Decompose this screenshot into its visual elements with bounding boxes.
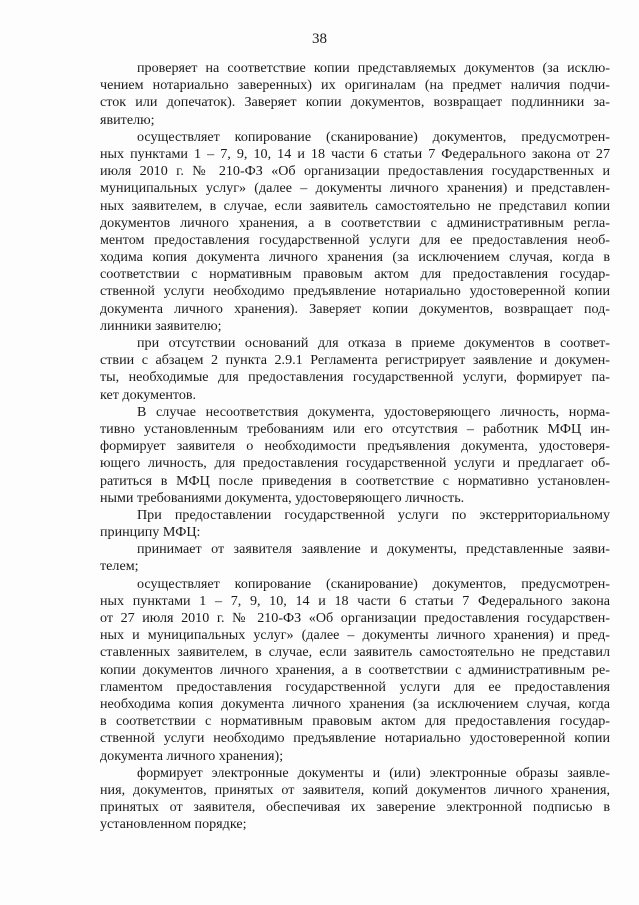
text-line: телем;	[100, 558, 139, 575]
text-line: документа личного хранения);	[100, 747, 284, 764]
text-line: осуществляет копирование (сканирование) документов, предусмотрен-	[137, 128, 610, 145]
text-line: формирует заявителя о необходимости предъявления документа, удостоверя-	[100, 438, 610, 455]
text-line: При предоставлении государственной услуги по экстерриториальному	[137, 506, 610, 523]
text-line: муниципальных услуг» (далее – документы личного хранения) и представлен-	[100, 180, 610, 197]
text-line: проверяет на соответствие копии представляемых документов (за исклю-	[137, 60, 610, 76]
text-line: кет документов.	[100, 386, 197, 403]
text-line: сток или допечаток). Заверяет копии документов, возвращает подлинники за-	[100, 94, 610, 111]
paragraph	[100, 335, 610, 404]
text-line: В случае несоответствия документа, удостоверяющего личность, норма-	[137, 403, 610, 420]
text-line: гламентом предоставления государственной услуги для ее предоставления	[100, 678, 610, 695]
text-line: ных пунктами 1 – 7, 9, 10, 14 и 18 части 6 статьи 7 Федерального закона	[100, 592, 610, 609]
text-line: копии документов личного хранения, а в соответствии с административным ре-	[100, 661, 610, 678]
text-line: ствии с абзацем 2 пункта 2.9.1 Регламента регистрирует заявление и докумен-	[100, 352, 610, 369]
text-line: ными требованиями документа, удостоверяющего личность.	[100, 489, 465, 506]
page-number: 38	[312, 31, 327, 47]
text-line: от 27 июля 2010 г. № 210-ФЗ «Об организации предоставления государствен-	[100, 610, 610, 626]
text-line: ных пунктами 1 – 7, 9, 10, 14 и 18 части 6 статьи 7 Федерального закона от 27	[100, 145, 610, 162]
text-line: принципу МФЦ:	[100, 524, 201, 541]
paragraph	[100, 60, 610, 129]
text-line: ственной услуги необходимо предъявление нотариально удостоверенной копии	[100, 730, 610, 747]
text-line: формирует электронные документы и (или) электронные образы заявле-	[137, 764, 610, 781]
text-line: ходима копия документа личного хранения (за исключением случая, когда в	[100, 249, 610, 266]
paragraph	[100, 541, 610, 575]
text-line: ственной услуги необходимо предъявление нотариально удостоверенной копии	[100, 283, 610, 300]
text-line: необходима копия документа личного хранения (за исключением случая, когда	[100, 695, 610, 712]
paragraph	[100, 404, 610, 507]
text-line: осуществляет копирование (сканирование) документов, предусмотрен-	[137, 575, 610, 592]
text-line: тивно установленным требованиям или его отсутствия – работник МФЦ ин-	[100, 420, 610, 437]
text-line: документов личного хранения, а в соответствии с административным регла-	[100, 214, 610, 231]
text-line: ных заявителем, в случае, если заявитель самостоятельно не представил копии	[100, 197, 610, 214]
text-line: при отсутствии оснований для отказа в приеме документов в соответ-	[137, 335, 610, 351]
body-text	[100, 60, 610, 833]
text-line: ставленных заявителем, в случае, если заявитель самостоятельно не представил	[100, 644, 610, 661]
paragraph	[100, 765, 610, 834]
text-line: ющего личность, для предоставления государственной услуги и предлагает об-	[100, 455, 610, 472]
paragraph	[100, 129, 610, 335]
paragraph	[100, 507, 610, 541]
text-line: чением нотариально заверенных) их оригиналам (на предмет наличия подчи-	[100, 77, 610, 94]
paragraph	[100, 576, 610, 765]
text-line: принимает от заявителя заявление и документы, представленные заяви-	[137, 541, 610, 558]
text-line: установленном порядке;	[100, 816, 247, 833]
text-line: линники заявителю;	[100, 317, 222, 334]
text-line: ментом предоставления государственной услуги для ее предоставления необ-	[100, 231, 610, 248]
text-line: принятых от заявителя, обеспечивая их заверение электронной подписью в	[100, 799, 610, 816]
text-line: ных и муниципальных услуг» (далее – документы личного хранения) и пред-	[100, 627, 610, 644]
text-line: ты, необходимые для предоставления государственной услуги, формирует па-	[100, 369, 610, 386]
text-line: ния, документов, принятых от заявителя, копий документов личного хранения,	[100, 781, 610, 798]
text-line: ратиться в МФЦ после приведения в соответствие с нормативно установлен-	[100, 472, 610, 489]
text-line: соответствии с нормативным правовым актом для предоставления государ-	[100, 266, 610, 283]
text-line: июля 2010 г. № 210-ФЗ «Об организации предоставления государственных и	[100, 163, 610, 180]
text-line: в соответствии с нормативным правовым актом для предоставления государ-	[100, 713, 610, 730]
text-line: документа личного хранения). Заверяет копии документов, возвращает под-	[100, 300, 610, 317]
text-line: явителю;	[100, 111, 155, 128]
